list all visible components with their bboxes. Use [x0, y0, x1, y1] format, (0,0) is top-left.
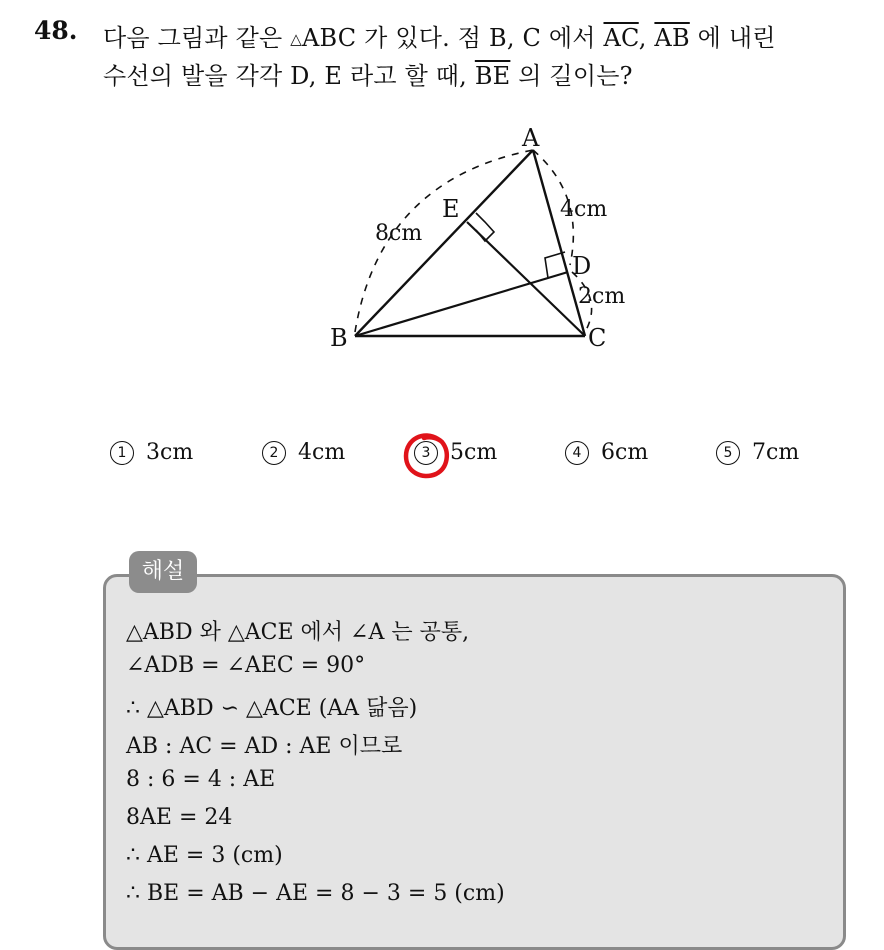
solution-line-7: ∴ AE = 3 (cm) — [126, 843, 283, 868]
choice-text: 6cm — [601, 440, 649, 465]
q-text-seg: 다음 그림과 같은 — [103, 24, 291, 52]
label-c: C — [588, 324, 607, 352]
choice-text: 5cm — [450, 440, 498, 465]
choice-text: 7cm — [752, 440, 800, 465]
solution-tag: 해설 — [129, 551, 197, 593]
solution-line-1: △ABD 와 △ACE 에서 ∠A 는 공통, — [126, 620, 470, 645]
altitude-ce — [467, 222, 585, 336]
choice-number: 3 — [414, 441, 438, 465]
q-text-seg: 의 길이는? — [510, 62, 633, 90]
q-text-seg: ABC 가 있다. 점 B, C 에서 — [301, 24, 604, 52]
label-a: A — [522, 124, 540, 152]
q-text-seg: , — [638, 24, 655, 52]
solution-line-4: AB : AC = AD : AE 이므로 — [126, 734, 403, 759]
solution-line-6: 8AE = 24 — [126, 805, 233, 830]
choice-number: 5 — [716, 441, 740, 465]
length-dc: 2cm — [578, 284, 626, 309]
choice-number: 1 — [110, 441, 134, 465]
triangle-figure — [0, 0, 884, 420]
q-text-seg: 수선의 발을 각각 D, E 라고 할 때, — [103, 62, 475, 90]
label-b: B — [330, 324, 348, 352]
solution-line-2: ∠ADB = ∠AEC = 90° — [126, 653, 366, 678]
segment-ac: $\overline{AC}$ — [603, 24, 639, 52]
solution-line-8: ∴ BE = AB − AE = 8 − 3 = 5 (cm) — [126, 881, 505, 906]
choice-5[interactable] — [716, 440, 799, 465]
length-ad: 4cm — [560, 197, 608, 222]
segment-be: $\overline{BE}$ — [474, 62, 511, 90]
length-ab: 8cm — [375, 221, 423, 246]
choice-number: 4 — [565, 441, 589, 465]
right-angle-e — [476, 213, 494, 241]
question-number: 48. — [34, 16, 78, 45]
label-e: E — [442, 195, 460, 223]
choice-1[interactable] — [110, 440, 193, 465]
solution-line-5: 8 : 6 = 4 : AE — [126, 767, 276, 792]
choice-number: 2 — [262, 441, 286, 465]
choice-4[interactable] — [565, 440, 648, 465]
label-d: D — [572, 252, 592, 280]
choice-text: 3cm — [146, 440, 194, 465]
choice-text: 4cm — [298, 440, 346, 465]
q-text-seg: 에 내린 — [689, 24, 776, 52]
choice-2[interactable] — [262, 440, 345, 465]
triangle-symbol: △ — [290, 30, 302, 48]
solution-line-3: ∴ △ABD ∽ △ACE (AA 닮음) — [126, 696, 418, 721]
selected-answer-circle-mark — [400, 430, 456, 486]
segment-ab: $\overline{AB}$ — [654, 24, 690, 52]
